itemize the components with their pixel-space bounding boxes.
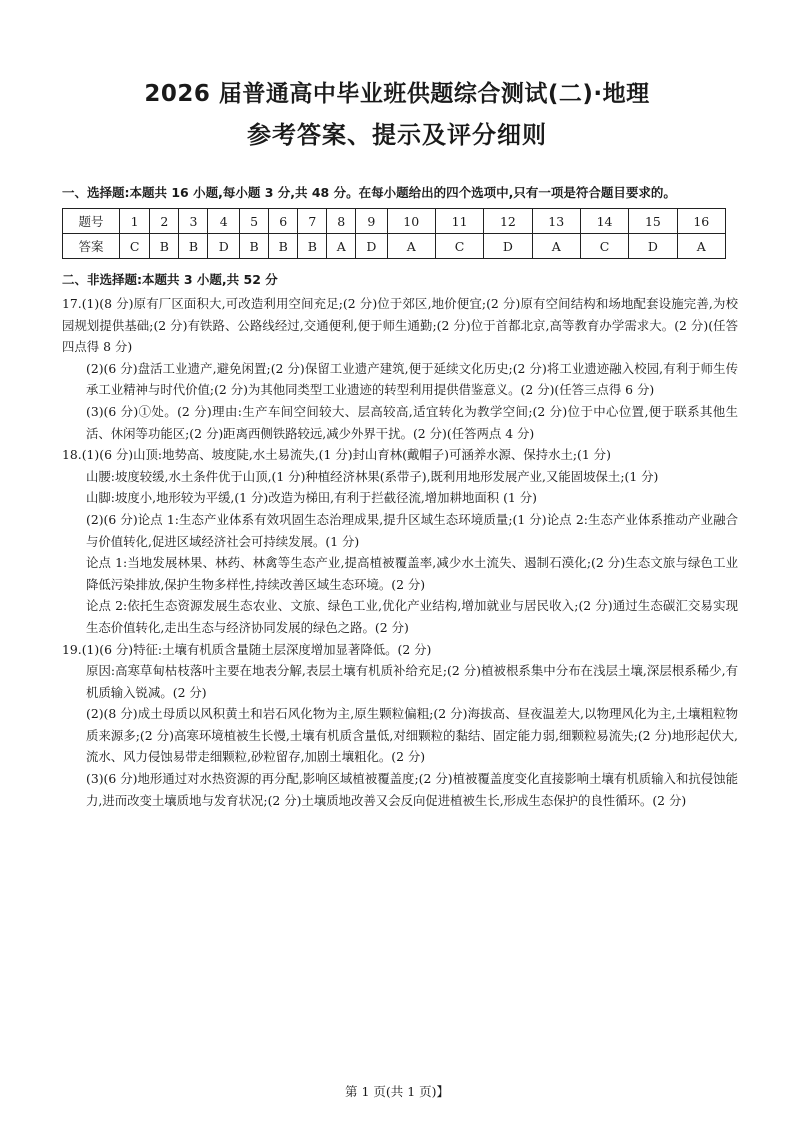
question-number: 15 xyxy=(629,209,677,234)
q18-part1-foot: 山脚:坡度小,地形较为平缓,(1 分)改造为梯田,有利于拦截径流,增加耕地面积 (1 分) xyxy=(86,490,537,506)
section-2-heading: 二、非选择题:本题共 3 小题,共 52 分 xyxy=(62,272,278,287)
question-number: 12 xyxy=(484,209,532,234)
question-number: 5 xyxy=(240,209,269,234)
question-number: 6 xyxy=(269,209,298,234)
answer-cell: B xyxy=(298,234,327,259)
q17-part3: (3)(6 分)①处。(2 分)理由:生产车间空间较大、层高较高,适宜转化为教学空间;(2 分)位于中心位置,便于联系其他生活、休闲等功能区;(2 分)距离西侧铁路较远,减少外界干扰。(2 分)(任答两点 4 分) xyxy=(86,403,738,441)
q19-part1: 19.(1)(6 分)特征:土壤有机质含量随土层深度增加显著降低。(2 分) xyxy=(62,641,432,657)
q18-part1-top: 18.(1)(6 分)山顶:地势高、坡度陡,水土易流失,(1 分)封山育林(戴帽子)可涵养水源、保持水土;(1 分) xyxy=(62,447,611,463)
question-number: 11 xyxy=(435,209,483,234)
answer-table xyxy=(62,208,726,259)
question-number: 16 xyxy=(677,209,725,234)
document-subtitle: 参考答案、提示及评分细则 xyxy=(247,121,547,149)
question-number: 10 xyxy=(387,209,435,234)
question-number: 2 xyxy=(150,209,179,234)
answer-cell: D xyxy=(356,234,388,259)
q19-part2: (2)(8 分)成土母质以风积黄土和岩石风化物为主,原生颗粒偏粗;(2 分)海拔高、昼夜温差大,以物理风化为主,土壤粗粒物质来源多;(2 分)高寒环境植被生长慢,土壤有机质含量低,对细颗粒的黏结、固定能力弱,细颗粒易流失;(2 分)地形起伏大,流水、风力侵蚀易带走细颗粒,砂粒留存,加剧土壤粗化。(2 分) xyxy=(86,706,738,765)
answer-cell: D xyxy=(629,234,677,259)
answer-cell: A xyxy=(387,234,435,259)
q18-part2: (2)(6 分)论点 1:生态产业体系有效巩固生态治理成果,提升区域生态环境质量;(1 分)论点 2:生态产业体系推动产业融合与价值转化,促进区域经济社会可持续发展。(1 分) xyxy=(86,511,738,549)
question-number: 4 xyxy=(208,209,240,234)
answer-cell: B xyxy=(179,234,208,259)
answer-cell: A xyxy=(677,234,725,259)
answer-content xyxy=(62,293,738,811)
answer-cell: A xyxy=(532,234,580,259)
answer-cell: A xyxy=(327,234,356,259)
section-1-heading: 一、选择题:本题共 16 小题,每小题 3 分,共 48 分。在每小题给出的四个选项中,只有一项是符合题目要求的。 xyxy=(62,185,676,200)
q18-part1-middle: 山腰:坡度较缓,水土条件优于山顶,(1 分)种植经济林果(系带子),既利用地形发展产业,又能固坡保土;(1 分) xyxy=(86,468,659,484)
q18-point2: 论点 2:依托生态资源发展生态农业、文旅、绿色工业,优化产业结构,增加就业与居民收入;(2 分)通过生态碳汇交易实现生态价值转化,走出生态与经济协同发展的绿色之路。(2 分) xyxy=(86,598,738,635)
answer-cell: B xyxy=(240,234,269,259)
answer-cell: B xyxy=(269,234,298,259)
question-number: 1 xyxy=(120,209,150,234)
answer-cell: D xyxy=(484,234,532,259)
answer-row-label: 答案 xyxy=(63,234,120,259)
question-number: 7 xyxy=(298,209,327,234)
question-number: 14 xyxy=(580,209,628,234)
q18-point1: 论点 1:当地发展林果、林药、林禽等生态产业,提高植被覆盖率,减少水土流失、遏制石漠化;(2 分)生态文旅与绿色工业降低污染排放,保护生物多样性,持续改善区域生态环境。(2 分) xyxy=(86,555,738,592)
question-number: 3 xyxy=(179,209,208,234)
question-number: 13 xyxy=(532,209,580,234)
answer-cell: C xyxy=(580,234,628,259)
page-number: 第 1 页(共 1 页)】 xyxy=(344,1084,450,1099)
q19-part1-reason: 原因:高寒草甸枯枝落叶主要在地表分解,表层土壤有机质补给充足;(2 分)植被根系集中分布在浅层土壤,深层根系稀少,有机质输入锐减。(2 分) xyxy=(86,663,738,700)
q19-part3: (3)(6 分)地形通过对水热资源的再分配,影响区域植被覆盖度;(2 分)植被覆盖度变化直接影响土壤有机质输入和抗侵蚀能力,进而改变土壤质地与发育状况;(2 分)土壤质地改善又会反向促进植被生长,形成生态保护的良性循环。(2 分) xyxy=(86,771,738,808)
answer-cell: C xyxy=(120,234,150,259)
question-number: 9 xyxy=(356,209,388,234)
document-title: 2026 届普通高中毕业班供题综合测试(二)·地理 xyxy=(144,81,650,107)
answer-cell: C xyxy=(435,234,483,259)
number-row-label: 题号 xyxy=(63,209,120,234)
answer-cell: D xyxy=(208,234,240,259)
q17-part1: 17.(1)(8 分)原有厂区面积大,可改造利用空间充足;(2 分)位于郊区,地价便宜;(2 分)原有空间结构和场地配套设施完善,为校园规划提供基础;(2 分)有铁路、公路线经过,交通便利,便于师生通勤;(2 分)位于首都北京,高等教育办学需求大。(2 分)(任答四点得 8 分) xyxy=(62,296,738,355)
number-row xyxy=(63,209,726,234)
answer-row xyxy=(63,234,726,259)
question-number: 8 xyxy=(327,209,356,234)
answer-cell: B xyxy=(150,234,179,259)
q17-part2: (2)(6 分)盘活工业遗产,避免闲置;(2 分)保留工业遗产建筑,便于延续文化历史;(2 分)将工业遗迹融入校园,有利于师生传承工业精神与时代价值;(2 分)为其他同类型工业遗迹的转型利用提供借鉴意义。(2 分)(任答三点得 6 分) xyxy=(86,360,738,398)
